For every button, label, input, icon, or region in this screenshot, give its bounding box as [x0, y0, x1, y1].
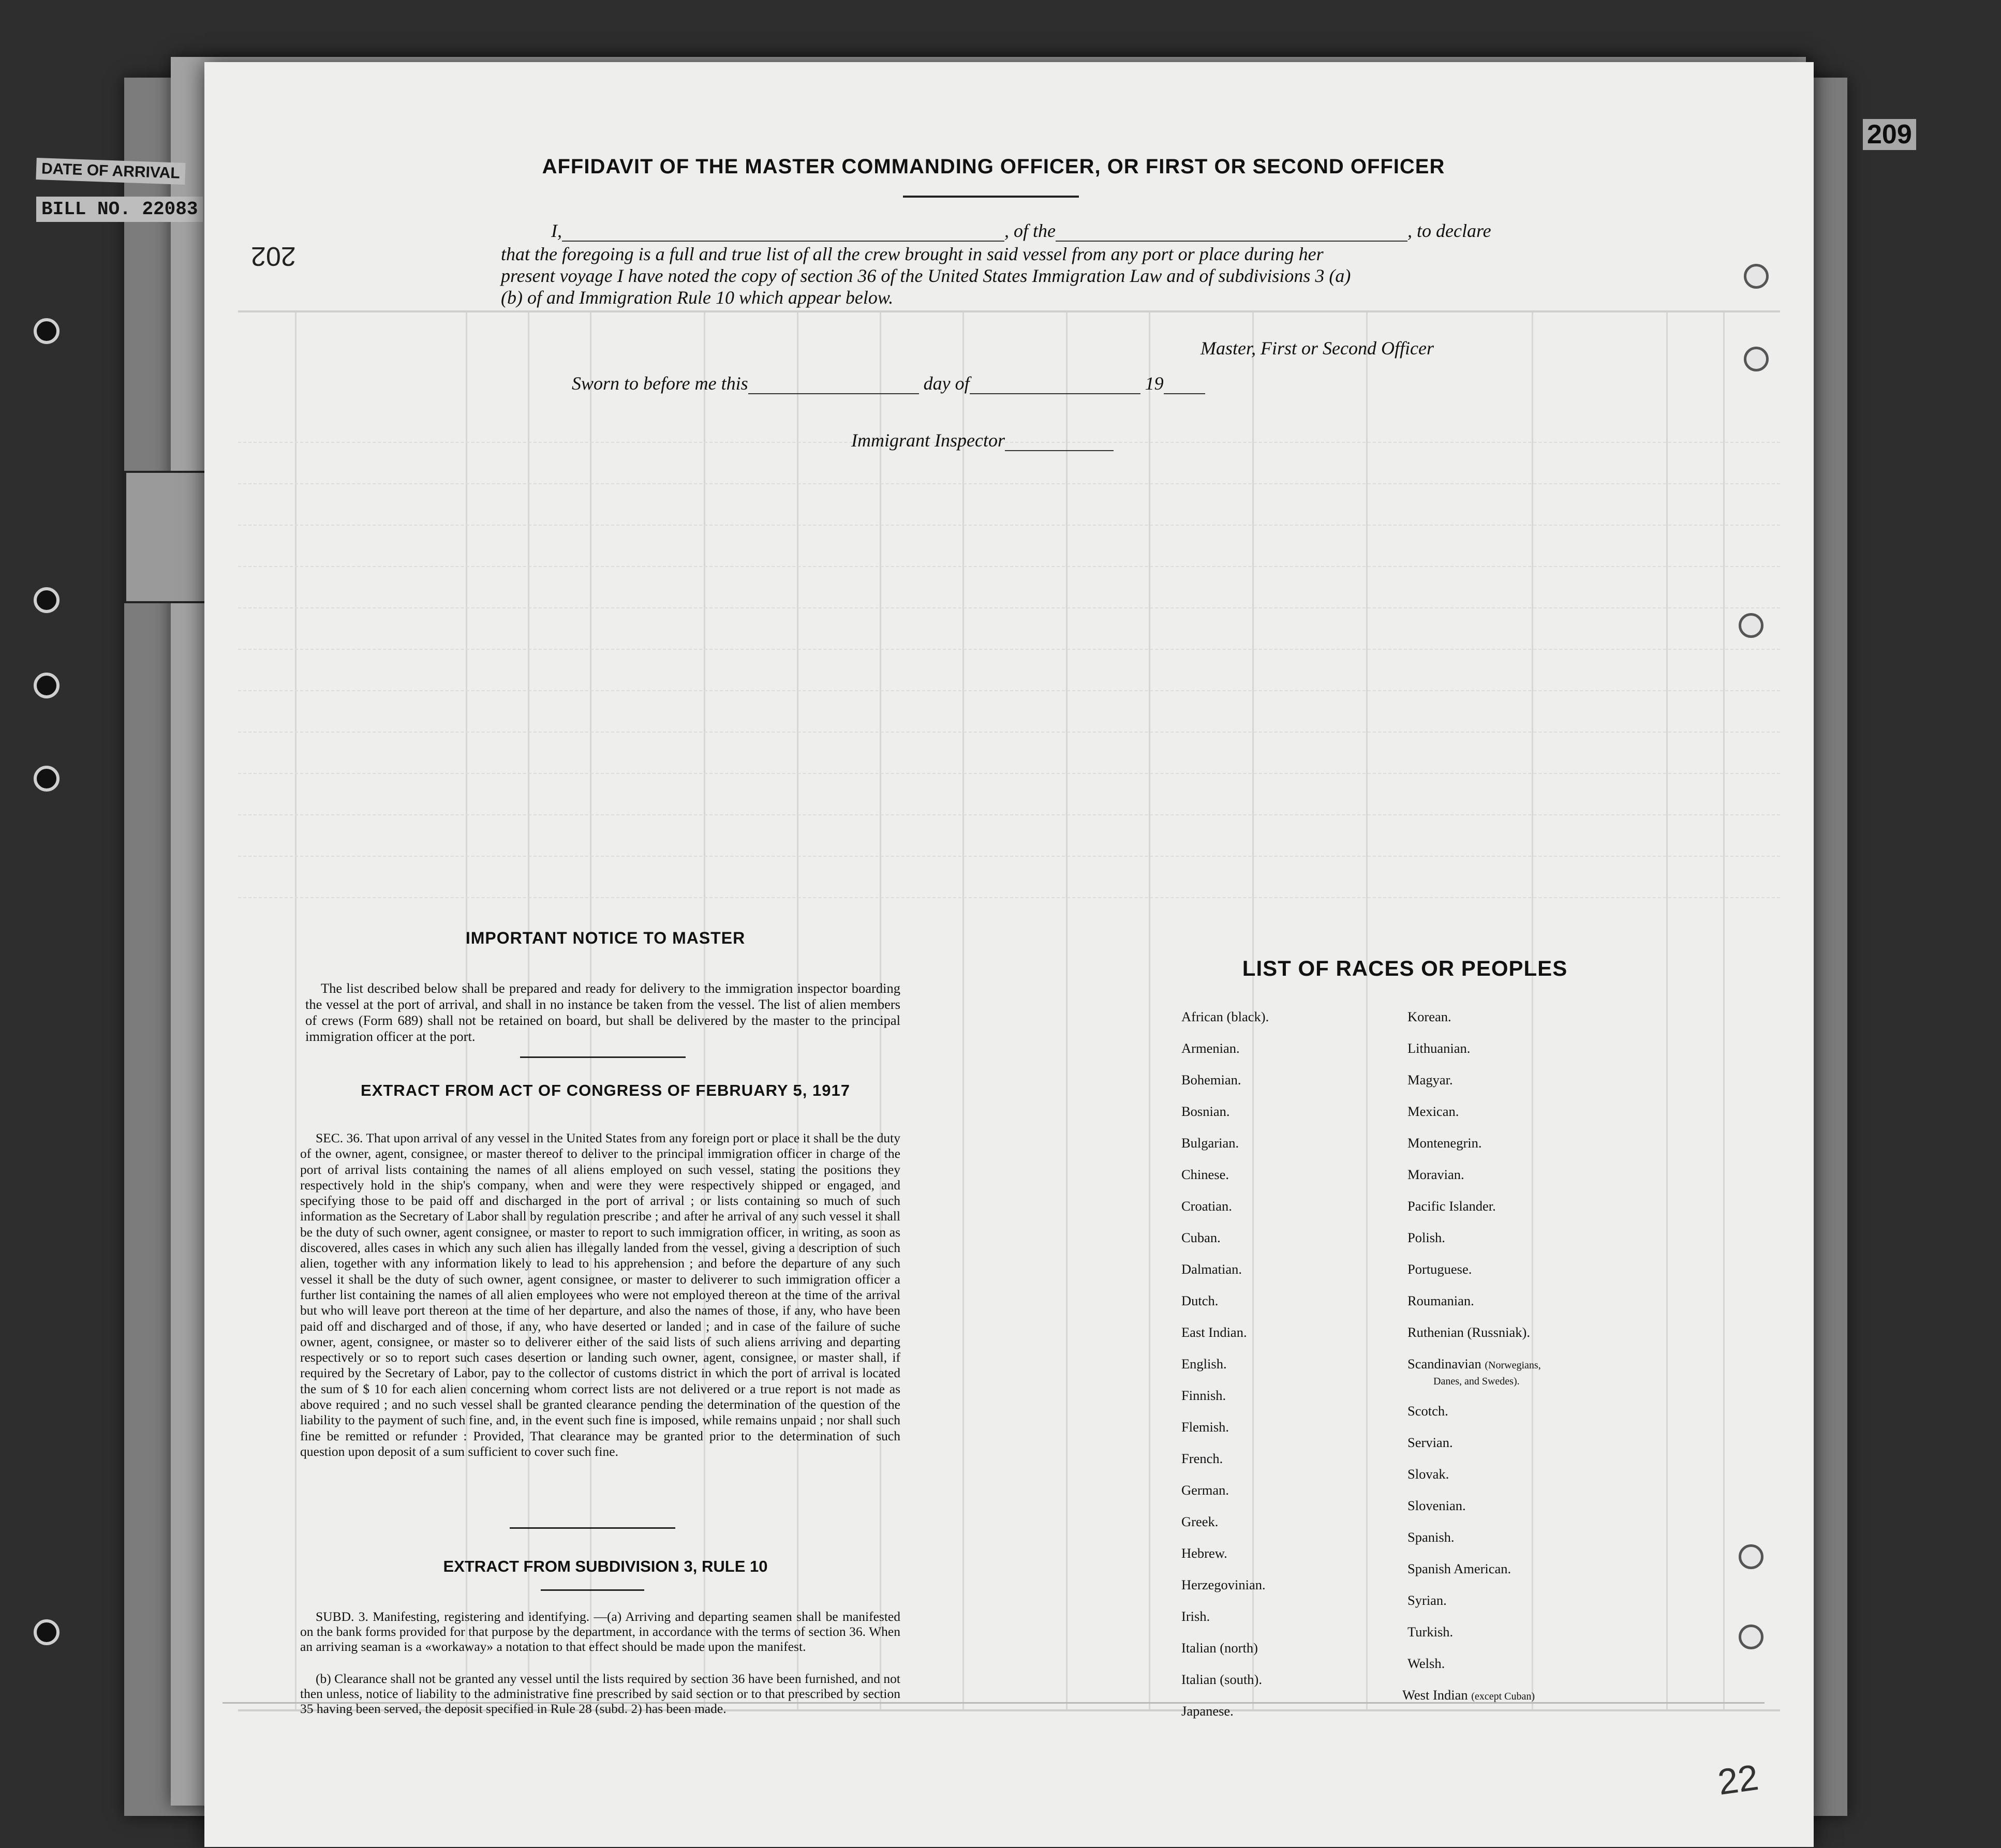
month-blank[interactable]: [970, 377, 1140, 394]
race-item: Syrian.: [1407, 1592, 1447, 1608]
races-title: LIST OF RACES OR PEOPLES: [1242, 956, 1568, 980]
race-item: Japanese.: [1181, 1703, 1234, 1719]
race-item: Slovenian.: [1407, 1498, 1466, 1513]
race-item: Moravian.: [1407, 1167, 1464, 1182]
notice-text: The list described below shall be prepared and ready for delivery to the immigration inspector boarding the vessel at the port of arrival, and shall in no instance be taken from the vessel. The list of alien members of crews (Form 689) shall not be retained on board, but shall be delivered by the master to the principal immigration officer at the port.: [305, 980, 900, 1044]
race-item: Flemish.: [1181, 1419, 1229, 1435]
binder-hole: [34, 587, 60, 613]
notice-title: IMPORTANT NOTICE TO MASTER: [465, 929, 746, 947]
affidavit-declare: , to declare: [1407, 220, 1491, 241]
bill-label: BILL NO.: [41, 199, 131, 220]
arrival-stamp: DATE OF ARRIVAL: [36, 158, 185, 185]
divider: [541, 1589, 644, 1591]
day-blank[interactable]: [748, 377, 919, 394]
inspector-line: [851, 429, 1114, 451]
race-item: Bosnian.: [1181, 1104, 1230, 1119]
race-item: Italian (south).: [1181, 1672, 1263, 1687]
bill-number: 22083: [142, 199, 198, 220]
subdivision-3b-text: (b) Clearance shall not be granted any vessel until the lists required by section 36 have been furnished, and not then unless, notice of liability to the administrative fine prescribed by said section or to that prescribed by section 35 having been served, the deposit specified in Rule 28 (subd. 2) has been made.: [300, 1671, 900, 1716]
race-item: Slovak.: [1407, 1466, 1449, 1482]
race-item: Croatian.: [1181, 1198, 1232, 1214]
race-item: Greek.: [1181, 1514, 1219, 1529]
inspector-label: Immigrant Inspector: [851, 430, 1005, 451]
race-item: East Indian.: [1181, 1324, 1247, 1340]
master-signature-label: Master, First or Second Officer: [1200, 338, 1434, 359]
divider: [510, 1527, 675, 1529]
race-item: Spanish.: [1407, 1529, 1455, 1545]
extract-rule-title: EXTRACT FROM SUBDIVISION 3, RULE 10: [443, 1557, 768, 1575]
race-item: Polish.: [1407, 1230, 1445, 1245]
sworn-line: [572, 372, 1205, 394]
race-item: German.: [1181, 1482, 1229, 1498]
race-item: Montenegrin.: [1407, 1135, 1482, 1151]
clerk-stamp-box: [124, 471, 216, 603]
race-item: Spanish American.: [1407, 1561, 1511, 1576]
vessel-blank[interactable]: [1056, 224, 1407, 242]
race-label: Scandinavian: [1407, 1356, 1481, 1372]
affidavit-title: AFFIDAVIT OF THE MASTER COMMANDING OFFICER, OR FIRST OR SECOND OFFICER: [542, 155, 1445, 178]
race-item: Armenian.: [1181, 1040, 1240, 1056]
race-item: Finnish.: [1181, 1388, 1226, 1403]
race-item: Irish.: [1181, 1608, 1210, 1624]
day-of-label: day of: [923, 373, 970, 394]
race-note-line: [1433, 1372, 1520, 1388]
race-item: Pacific Islander.: [1407, 1198, 1496, 1214]
race-item-west-indian: [1402, 1687, 1535, 1703]
divider: [520, 1056, 686, 1058]
race-item: Bohemian.: [1181, 1072, 1241, 1087]
binder-hole: [1739, 1625, 1763, 1649]
affidavit-i: I,: [551, 220, 562, 241]
race-item: Hebrew.: [1181, 1545, 1227, 1561]
race-item: Portuguese.: [1407, 1261, 1472, 1277]
race-item: Chinese.: [1181, 1167, 1229, 1182]
race-item: Roumanian.: [1407, 1293, 1474, 1308]
race-note: Danes, and Swedes).: [1433, 1376, 1520, 1387]
race-item: Scotch.: [1407, 1403, 1448, 1419]
binder-hole: [1744, 264, 1769, 289]
race-item: Servian.: [1407, 1435, 1453, 1450]
race-item: Dalmatian.: [1181, 1261, 1242, 1277]
affidavit-of-the: , of the: [1004, 220, 1056, 241]
inspector-blank[interactable]: [1005, 434, 1114, 451]
page-number: 209: [1863, 119, 1916, 150]
binder-hole: [34, 318, 60, 344]
race-item: Ruthenian (Russniak).: [1407, 1324, 1530, 1340]
section-36-text: SEC. 36. That upon arrival of any vessel in the United States from any foreign port or place it shall be the duty of the owner, agent, consignee, or master thereof to deliver to the principal immigration officer in charge of the port of arrival lists containing the names of all aliens employed on such vessel, stating the positions they respectively hold in the ship's company, when and were they were respectively shipped or engaged, and specifying those to be paid off and discharged in the port of arrival ; or lists containing so much of such information as the Secretary of Labor shall by regulation prescribe ; and after he arrival of any such vessel it shall be the duty of such owner, agent consignee, or master to report to such immigration officer, in writing, as soon as discovered, alles cases in which any such alien has illegally landed from the vessel, giving a description of such alien, together with any information likely to lead to his apprehension ; and before the departure of any such vessel it shall be the duty of such owner, agent consignee, or master to deliverer to such immigration officer a further list containing the names of all alien employees who were not employed thereon at the time of the arrival but who will leave port thereon at the time of her departure, and also the names of those, if any, who have been paid off and discharged and of those, if any, who have deserted or landed ; and in case of the failure of suche owner, agent, consignee, or master so to deliverer either of the said lists of such aliens arriving and departing respectively or so to report such cases desertion or landing such owner, agent, consignee, or master shall, if required by the Secretary of Labor, pay to the collector of customs district in which the port of arrival is located the sum of $ 10 for each alien concerning whom correct lists are not delivered or a true report is not made as above required ; and no such vessel shall be granted clearance pending the determination of the question of the liability to the payment of such fine, and, in the event such fine is imposed, while remains unpaid ; nor shall such fine be remitted or refunder : Provided, That clearance may be granted prior to the determination of such question upon deposit of a sum sufficient to cover such fine.: [300, 1130, 900, 1459]
binder-hole: [1739, 613, 1763, 638]
race-note: (except Cuban): [1471, 1691, 1535, 1702]
race-item: Welsh.: [1407, 1656, 1445, 1671]
binder-hole: [34, 673, 60, 698]
race-item: Cuban.: [1181, 1230, 1221, 1245]
pencil-mark: 202: [251, 241, 296, 271]
race-item: Italian (north): [1181, 1640, 1258, 1656]
year-blank[interactable]: [1164, 377, 1205, 394]
race-item: French.: [1181, 1451, 1223, 1466]
race-item: Magyar.: [1407, 1072, 1453, 1087]
subdivision-3a-text: SUBD. 3. Manifesting, registering and identifying. —(a) Arriving and departing seamen shall be manifested on the bank forms provided for that purpose by the department, in accordance with the terms of section 36. When an arriving seaman is a «workaway» a notation to that effect should be made upon the manifest.: [300, 1609, 900, 1654]
race-item: Lithuanian.: [1407, 1040, 1471, 1056]
race-label: West Indian: [1402, 1687, 1468, 1703]
race-item: African (black).: [1181, 1009, 1269, 1024]
race-item: Turkish.: [1407, 1624, 1454, 1640]
bill-number-stamp: [36, 197, 203, 222]
race-item: Herzegovinian.: [1181, 1577, 1266, 1592]
binder-hole: [1739, 1544, 1763, 1569]
extract-act-title: EXTRACT FROM ACT OF CONGRESS OF FEBRUARY 5, 1917: [361, 1081, 850, 1099]
race-item: Mexican.: [1407, 1104, 1459, 1119]
divider: [903, 196, 1079, 198]
race-item: Dutch.: [1181, 1293, 1219, 1308]
binder-hole: [34, 1619, 60, 1645]
race-item: Bulgarian.: [1181, 1135, 1239, 1151]
year-label: 19: [1145, 373, 1164, 394]
race-item-scandinavian: [1407, 1356, 1541, 1372]
race-item: English.: [1181, 1356, 1227, 1372]
sworn-label: Sworn to before me this: [572, 373, 748, 394]
binder-hole: [34, 766, 60, 792]
race-note: (Norwegians,: [1485, 1360, 1541, 1371]
affidavit-line-3: present voyage I have noted the copy of section 36 of the United States Immigration Law and of subdivisions 3 (a): [501, 265, 1351, 286]
footer-rule: [223, 1702, 1765, 1704]
affidavit-line-2: that the foregoing is a full and true list of all the crew brought in said vessel from any port or place during her: [501, 244, 1324, 264]
pencil-corner-note: 22: [1715, 1756, 1761, 1803]
binder-hole: [1744, 347, 1769, 371]
race-item: Korean.: [1407, 1009, 1451, 1024]
affidavit-line-4: (b) of and Immigration Rule 10 which appear below.: [501, 287, 894, 308]
name-blank[interactable]: [562, 224, 1004, 242]
affidavit-line-1: [551, 220, 1491, 242]
